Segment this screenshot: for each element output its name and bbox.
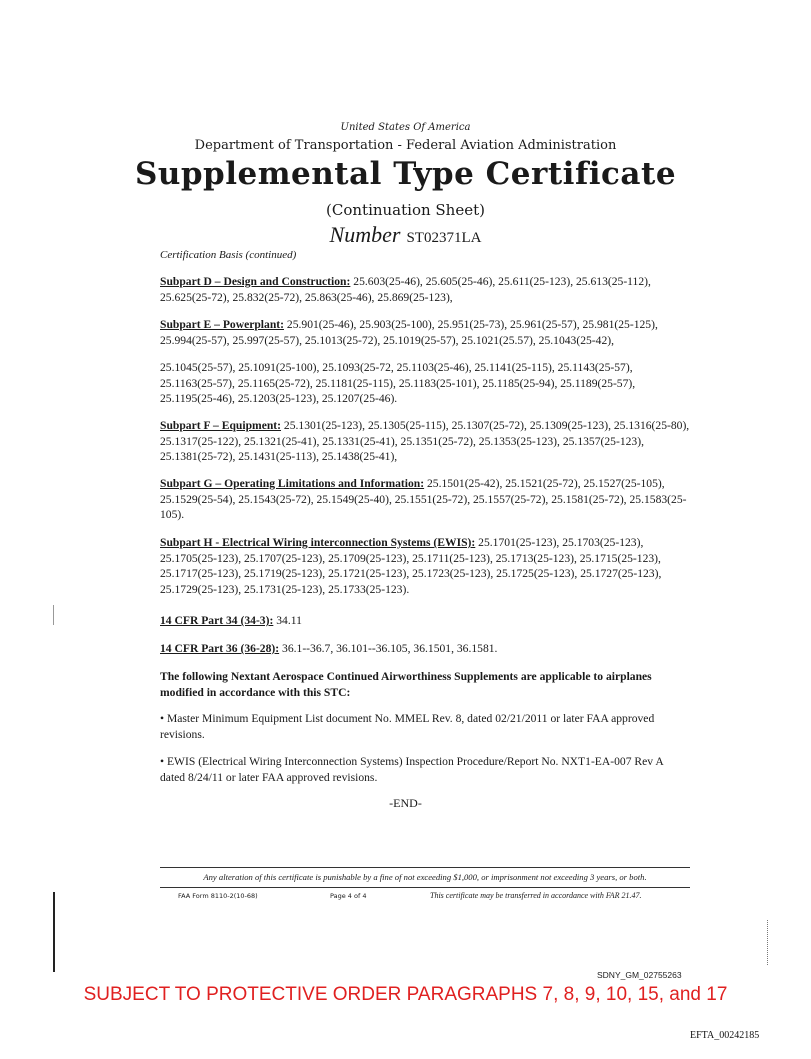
section-text: 25.901(25-46), 25.903(25-100), 25.951(25-73), 25.961(25-57), 25.981(25-125), 25.994(25-57), 25.997(25-57), 25.1013(25-72), 25.1019(25-57), 25.1021(25.57), 25.1043(25-42), <box>160 318 658 347</box>
section-text: 25.1045(25-57), 25.1091(25-100), 25.1093(25-72, 25.1103(25-46), 25.1141(25-115), 25.1143(25-57), 25.1163(25-57), 25.1165(25-72), 25.1181(25-115), 25.1183(25-101), 25.1185(25-94), 25.1189(25-57), 25.1195(25-46), 25.1203(25-123), 25.1207(25-46). <box>160 361 636 405</box>
department-line: Department of Transportation - Federal Aviation Administration <box>194 138 617 153</box>
scan-mark-right <box>767 920 769 965</box>
footer-mid-rule <box>160 887 690 888</box>
footer-transfer: This certificate may be transferred in accordance with FAR 21.47. <box>430 891 642 900</box>
section-subpart-e-continued <box>160 360 690 407</box>
section-subpart-e <box>160 317 690 348</box>
footer-page: Page 4 of 4 <box>330 892 367 900</box>
section-subpart-d <box>160 274 690 305</box>
section-heading: 14 CFR Part 36 (36-28): <box>160 642 280 655</box>
section-heading: Subpart G – Operating Limitations and Information: <box>160 477 425 490</box>
section-text: 25.1501(25-42), 25.1521(25-72), 25.1527(25-105), 25.1529(25-54), 25.1543(25-72), 25.1549(25-40), 25.1551(25-72), 25.1557(25-72), 25.1581(25-72), 25.1583(25-105). <box>160 477 687 521</box>
supplements-intro: The following Nextant Aerospace Continued Airworthiness Supplements are applicable to airplanes modified in accordance with this STC: <box>160 670 652 699</box>
section-text: 25.1701(25-123), 25.1703(25-123), 25.1705(25-123), 25.1707(25-123), 25.1709(25-123), 25.1711(25-123), 25.1713(25-123), 25.1715(25-123), 25.1717(25-123), 25.1719(25-123), 25.1721(25-123), 25.1723(25-123), 25.1725(25-123), 25.1727(25-123), 25.1729(25-123), 25.1731(25-123), 25.1733(25-123). <box>160 536 662 596</box>
section-text: 36.1--36.7, 36.101--36.105, 36.1501, 36.1581. <box>279 642 498 655</box>
section-heading: Subpart D – Design and Construction: <box>160 275 351 288</box>
section-subpart-g <box>160 476 690 523</box>
section-heading: 14 CFR Part 34 (34-3): <box>160 614 274 627</box>
efta-id: EFTA_00242185 <box>690 1030 760 1041</box>
end-marker: -END- <box>389 796 422 810</box>
bullet-mmel: • Master Minimum Equipment List document No. MMEL Rev. 8, dated 02/21/2011 or later FAA approved revisions. <box>160 712 655 741</box>
section-subpart-f <box>160 418 690 465</box>
scan-mark-left-long <box>53 892 55 972</box>
certification-basis-label: Certification Basis (continued) <box>160 249 297 261</box>
certificate-number <box>0 222 811 248</box>
section-part-34 <box>160 613 690 629</box>
section-text: 34.11 <box>273 614 302 627</box>
section-text: 25.1301(25-123), 25.1305(25-115), 25.1307(25-72), 25.1309(25-123), 25.1316(25-80), 25.1317(25-122), 25.1321(25-41), 25.1331(25-41), 25.1351(25-72), 25.1353(25-123), 25.1357(25-123), 25.1381(25-72), 25.1431(25-113), 25.1438(25-41), <box>160 419 690 463</box>
footer-top-rule <box>160 867 690 868</box>
scan-mark-left <box>53 605 54 625</box>
footer-warning: Any alteration of this certificate is punishable by a fine of not exceeding $1,000, or imprisonment not exceeding 3 years, or both. <box>203 872 647 882</box>
country-line: United States Of America <box>340 122 471 133</box>
certificate-title: Supplemental Type Certificate <box>134 156 677 192</box>
number-label: Number <box>329 222 401 247</box>
section-heading: Subpart E – Powerplant: <box>160 318 284 331</box>
bullet-ewis: • EWIS (Electrical Wiring Interconnection Systems) Inspection Procedure/Report No. NXT1-EA-007 Rev A dated 8/24/11 or later FAA approved revisions. <box>160 755 664 784</box>
protective-order-stamp: SUBJECT TO PROTECTIVE ORDER PARAGRAPHS 7, 8, 9, 10, 15, and 17 <box>83 984 728 1005</box>
section-heading: Subpart H - Electrical Wiring interconnection Systems (EWIS): <box>160 536 476 549</box>
section-heading: Subpart F – Equipment: <box>160 419 282 432</box>
number-value: ST02371LA <box>406 230 482 246</box>
section-text: 25.603(25-46), 25.605(25-46), 25.611(25-123), 25.613(25-112), 25.625(25-72), 25.832(25-72), 25.863(25-46), 25.869(25-123), <box>160 275 651 304</box>
bates-number: SDNY_GM_02755263 <box>597 970 682 980</box>
section-subpart-h <box>160 535 690 597</box>
footer-form: FAA Form 8110-2(10-68) <box>178 892 258 900</box>
section-part-36 <box>160 641 690 657</box>
certificate-subtitle: (Continuation Sheet) <box>326 201 485 219</box>
